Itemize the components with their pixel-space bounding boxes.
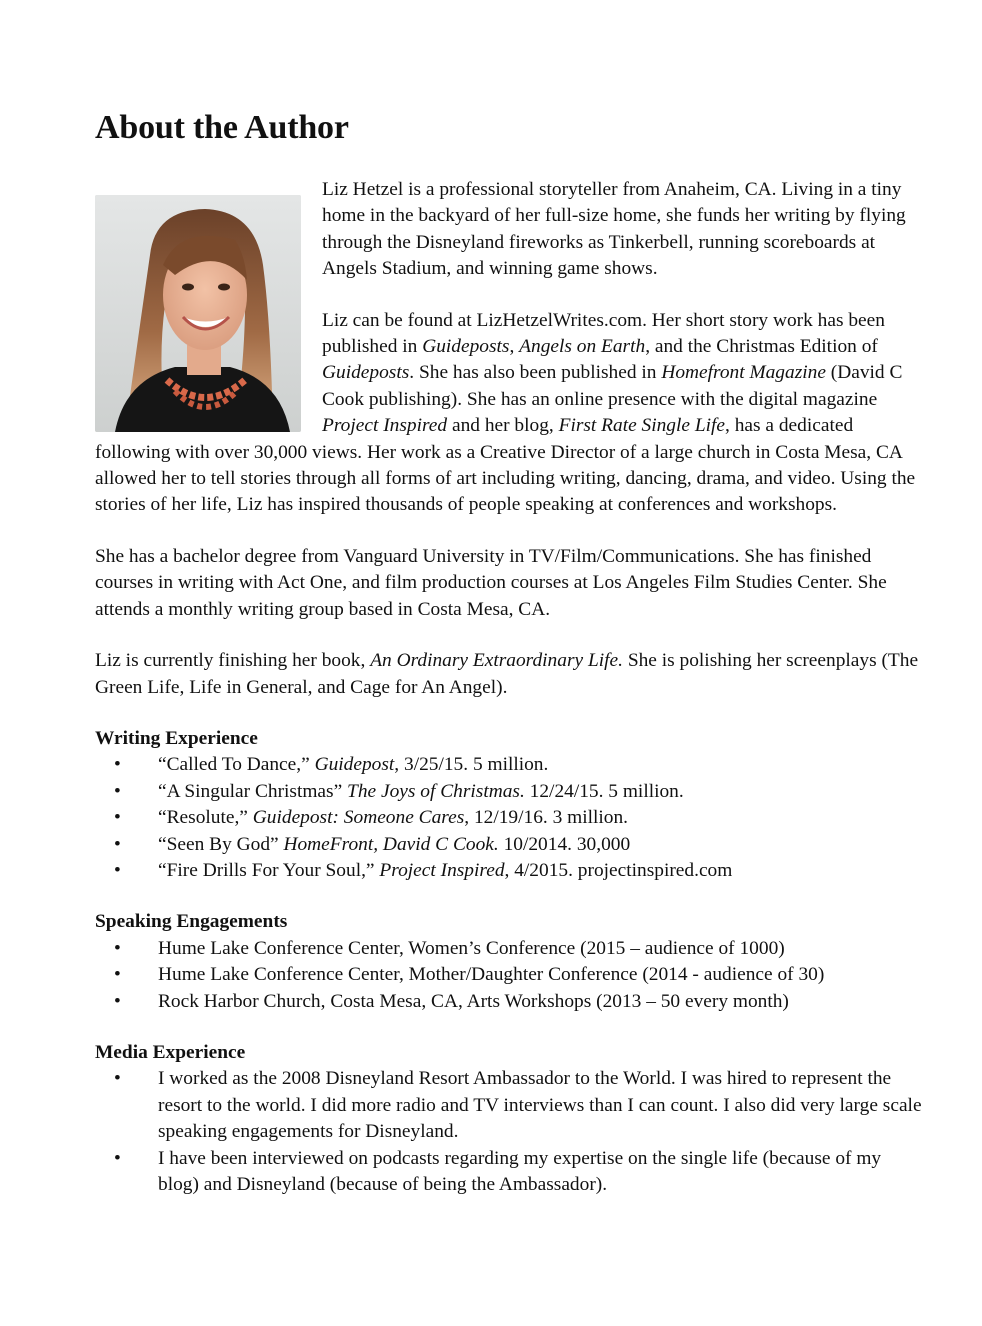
- list-item: • “Called To Dance,” Guidepost, 3/25/15. 5 million.: [95, 752, 925, 778]
- list-item: • Hume Lake Conference Center, Mother/Daughter Conference (2014 - audience of 30): [95, 962, 925, 988]
- bullet-icon: •: [114, 807, 121, 829]
- speaking-engagements-list: [95, 936, 925, 1015]
- bullet-icon: •: [114, 1147, 121, 1169]
- list-item: • “Seen By God” HomeFront, David C Cook. 10/2014. 30,000: [95, 832, 925, 858]
- bullet-icon: •: [114, 990, 121, 1012]
- bullet-icon: •: [114, 780, 121, 802]
- list-item: • “Resolute,” Guidepost: Someone Cares, 12/19/16. 3 million.: [95, 805, 925, 831]
- speaking-engagements-heading: Speaking Engagements: [95, 911, 288, 933]
- bullet-icon: •: [114, 1068, 121, 1090]
- bio-paragraph-1: Liz Hetzel is a professional storyteller from Anaheim, CA. Living in a tiny home in the backyard of her full-size home, she funds her writing by flying through the Disneyland fireworks as Tinkerbell, running scoreboards at Angels Stadium, and winning game shows.: [322, 179, 906, 280]
- list-item: • I worked as the 2008 Disneyland Resort Ambassador to the World. I was hired to represent the resort to the world. I did more radio and TV interviews than I can count. I also did very large scale speaking engagements for Disneyland.: [114, 1068, 922, 1143]
- bullet-icon: •: [114, 859, 121, 881]
- bullet-icon: •: [114, 754, 121, 776]
- bio-paragraph-4: Liz is currently finishing her book, An Ordinary Extraordinary Life. She is polishing her screenplays (The Green Life, Life in General, and Cage for An Angel).: [95, 650, 919, 698]
- media-experience-list: [95, 1066, 925, 1198]
- bio-paragraph-3: She has a bachelor degree from Vanguard University in TV/Film/Communications. She has finished courses in writing with Act One, and film production courses at Los Angeles Film Studies Center. She attends a monthly writing group based in Costa Mesa, CA.: [95, 545, 887, 620]
- list-item: • “Fire Drills For Your Soul,” Project Inspired, 4/2015. projectinspired.com: [95, 858, 925, 884]
- bullet-icon: •: [114, 937, 121, 959]
- bullet-icon: •: [114, 964, 121, 986]
- writing-experience-heading: Writing Experience: [95, 727, 258, 749]
- list-item: • “A Singular Christmas” The Joys of Christmas. 12/24/15. 5 million.: [95, 779, 925, 805]
- page-title: About the Author: [95, 109, 349, 146]
- author-bio: [95, 177, 925, 1223]
- bio-paragraph-2: Liz can be found at LizHetzelWrites.com. Her short story work has been published in Guideposts, Angels on Earth, and the Christmas Edition of Guideposts. She has also been published in Homefront Magazine (David C Cook publishing). She has an online presence with the digital magazine Project Inspired and her blog, First Rate Single Life, has a dedicated following with over 30,000 views. Her work as a Creative Director of a large church in Costa Mesa, CA allowed her to tell stories through all forms of art including writing, dancing, drama, and video. Using the stories of her life, Liz has inspired thousands of people speaking at conferences and workshops.: [95, 309, 916, 516]
- author-photo: [95, 195, 301, 432]
- list-item: • Hume Lake Conference Center, Women’s Conference (2015 – audience of 1000): [95, 936, 925, 962]
- writing-experience-list: [95, 752, 925, 884]
- media-experience-heading: Media Experience: [95, 1041, 246, 1063]
- bullet-icon: •: [114, 833, 121, 855]
- list-item: • I have been interviewed on podcasts regarding my expertise on the single life (because of my blog) and Disneyland (because of being the Ambassador).: [114, 1147, 882, 1195]
- list-item: • Rock Harbor Church, Costa Mesa, CA, Arts Workshops (2013 – 50 every month): [95, 989, 925, 1015]
